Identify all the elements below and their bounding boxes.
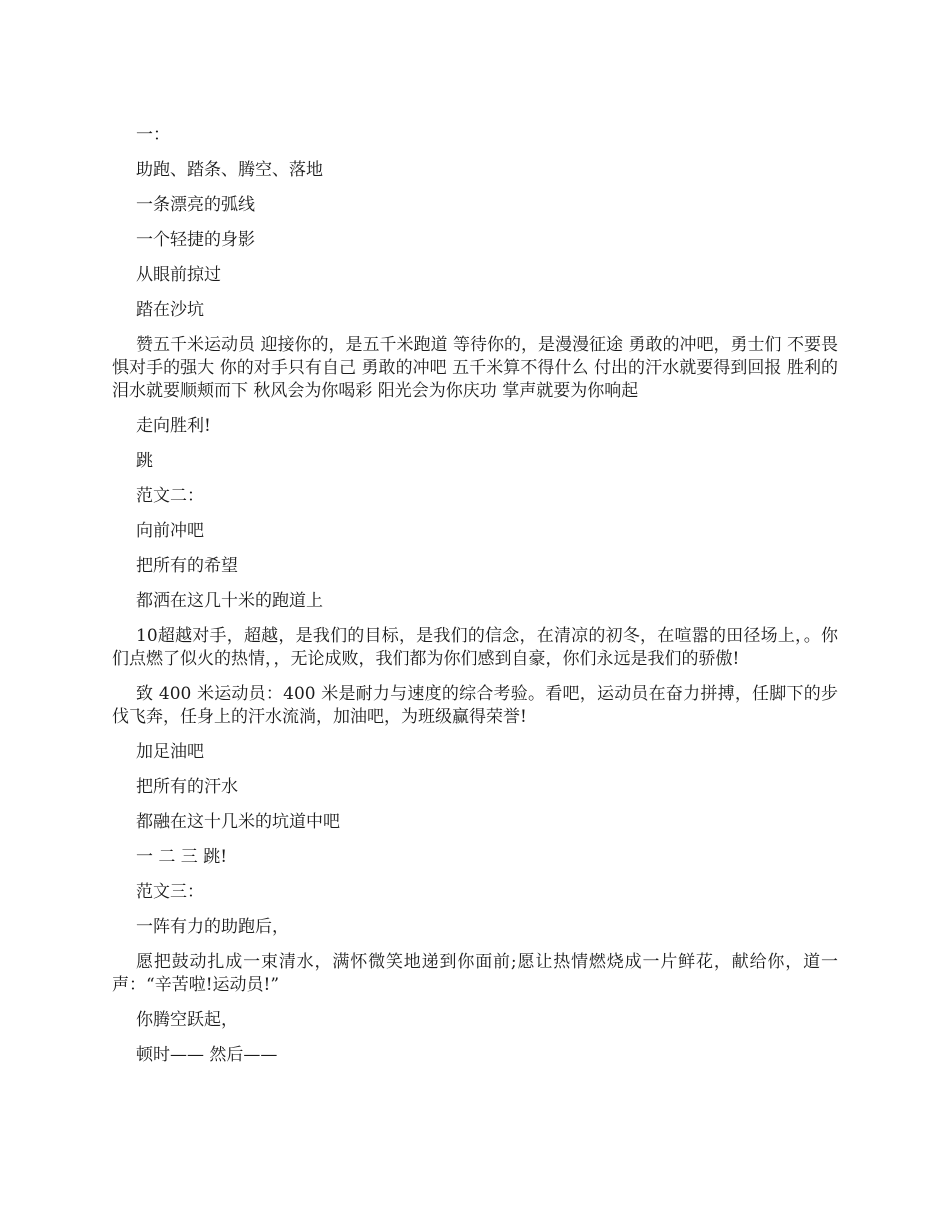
paragraph: 一阵有力的助跑后， — [136, 917, 289, 937]
paragraph: 都洒在这几十米的跑道上 — [136, 591, 323, 611]
paragraph: 你腾空跃起， — [136, 1010, 238, 1030]
paragraph: 踏在沙坑 — [136, 300, 204, 320]
paragraph: 把所有的希望 — [136, 556, 238, 576]
paragraph: 助跑、踏条、腾空、落地 — [136, 160, 323, 180]
paragraph: 愿把鼓动扎成一束清水，满怀微笑地递到你面前;愿让热情燃烧成一片鲜花，献给你，道一声：“辛苦啦!运动员!” — [112, 952, 838, 995]
paragraph: 一条漂亮的弧线 — [136, 195, 255, 215]
paragraph: 范文二： — [136, 486, 204, 506]
paragraph: 赞五千米运动员 迎接你的，是五千米跑道 等待你的，是漫漫征途 勇敢的冲吧，勇士们 不要畏惧对手的强大 你的对手只有自己 勇敢的冲吧 五千米算不得什么 付出的汗水就要得到回报 胜利的泪水就要顺颊而下 秋风会为你喝彩 阳光会为你庆功 掌声就要为你响起 — [112, 335, 838, 401]
paragraph: 走向胜利! — [136, 416, 211, 436]
paragraph: 把所有的汗水 — [136, 777, 238, 797]
paragraph: 向前冲吧 — [136, 521, 204, 541]
paragraph: 从眼前掠过 — [136, 265, 221, 285]
paragraph: 范文三： — [136, 882, 204, 902]
paragraph: 一个轻捷的身影 — [136, 230, 255, 250]
paragraph: 致 400 米运动员：400 米是耐力与速度的综合考验。看吧，运动员在奋力拼搏，任脚下的步伐飞奔，任身上的汗水流淌，加油吧，为班级赢得荣誉! — [112, 684, 838, 727]
paragraph: 都融在这十几米的坑道中吧 — [136, 812, 340, 832]
paragraph: 一 二 三 跳! — [136, 847, 228, 867]
paragraph: 加足油吧 — [136, 742, 204, 762]
paragraph: 顿时—— 然后—— — [136, 1045, 278, 1065]
document-body — [112, 124, 838, 1079]
paragraph: 10超越对手，超越，是我们的目标，是我们的信念，在清凉的初冬，在喧嚣的田径场上，。你们点燃了似火的热情，，无论成败，我们都为你们感到自豪，你们永远是我们的骄傲! — [112, 626, 838, 669]
paragraph: 跳 — [136, 451, 153, 471]
paragraph: 一： — [136, 125, 170, 145]
